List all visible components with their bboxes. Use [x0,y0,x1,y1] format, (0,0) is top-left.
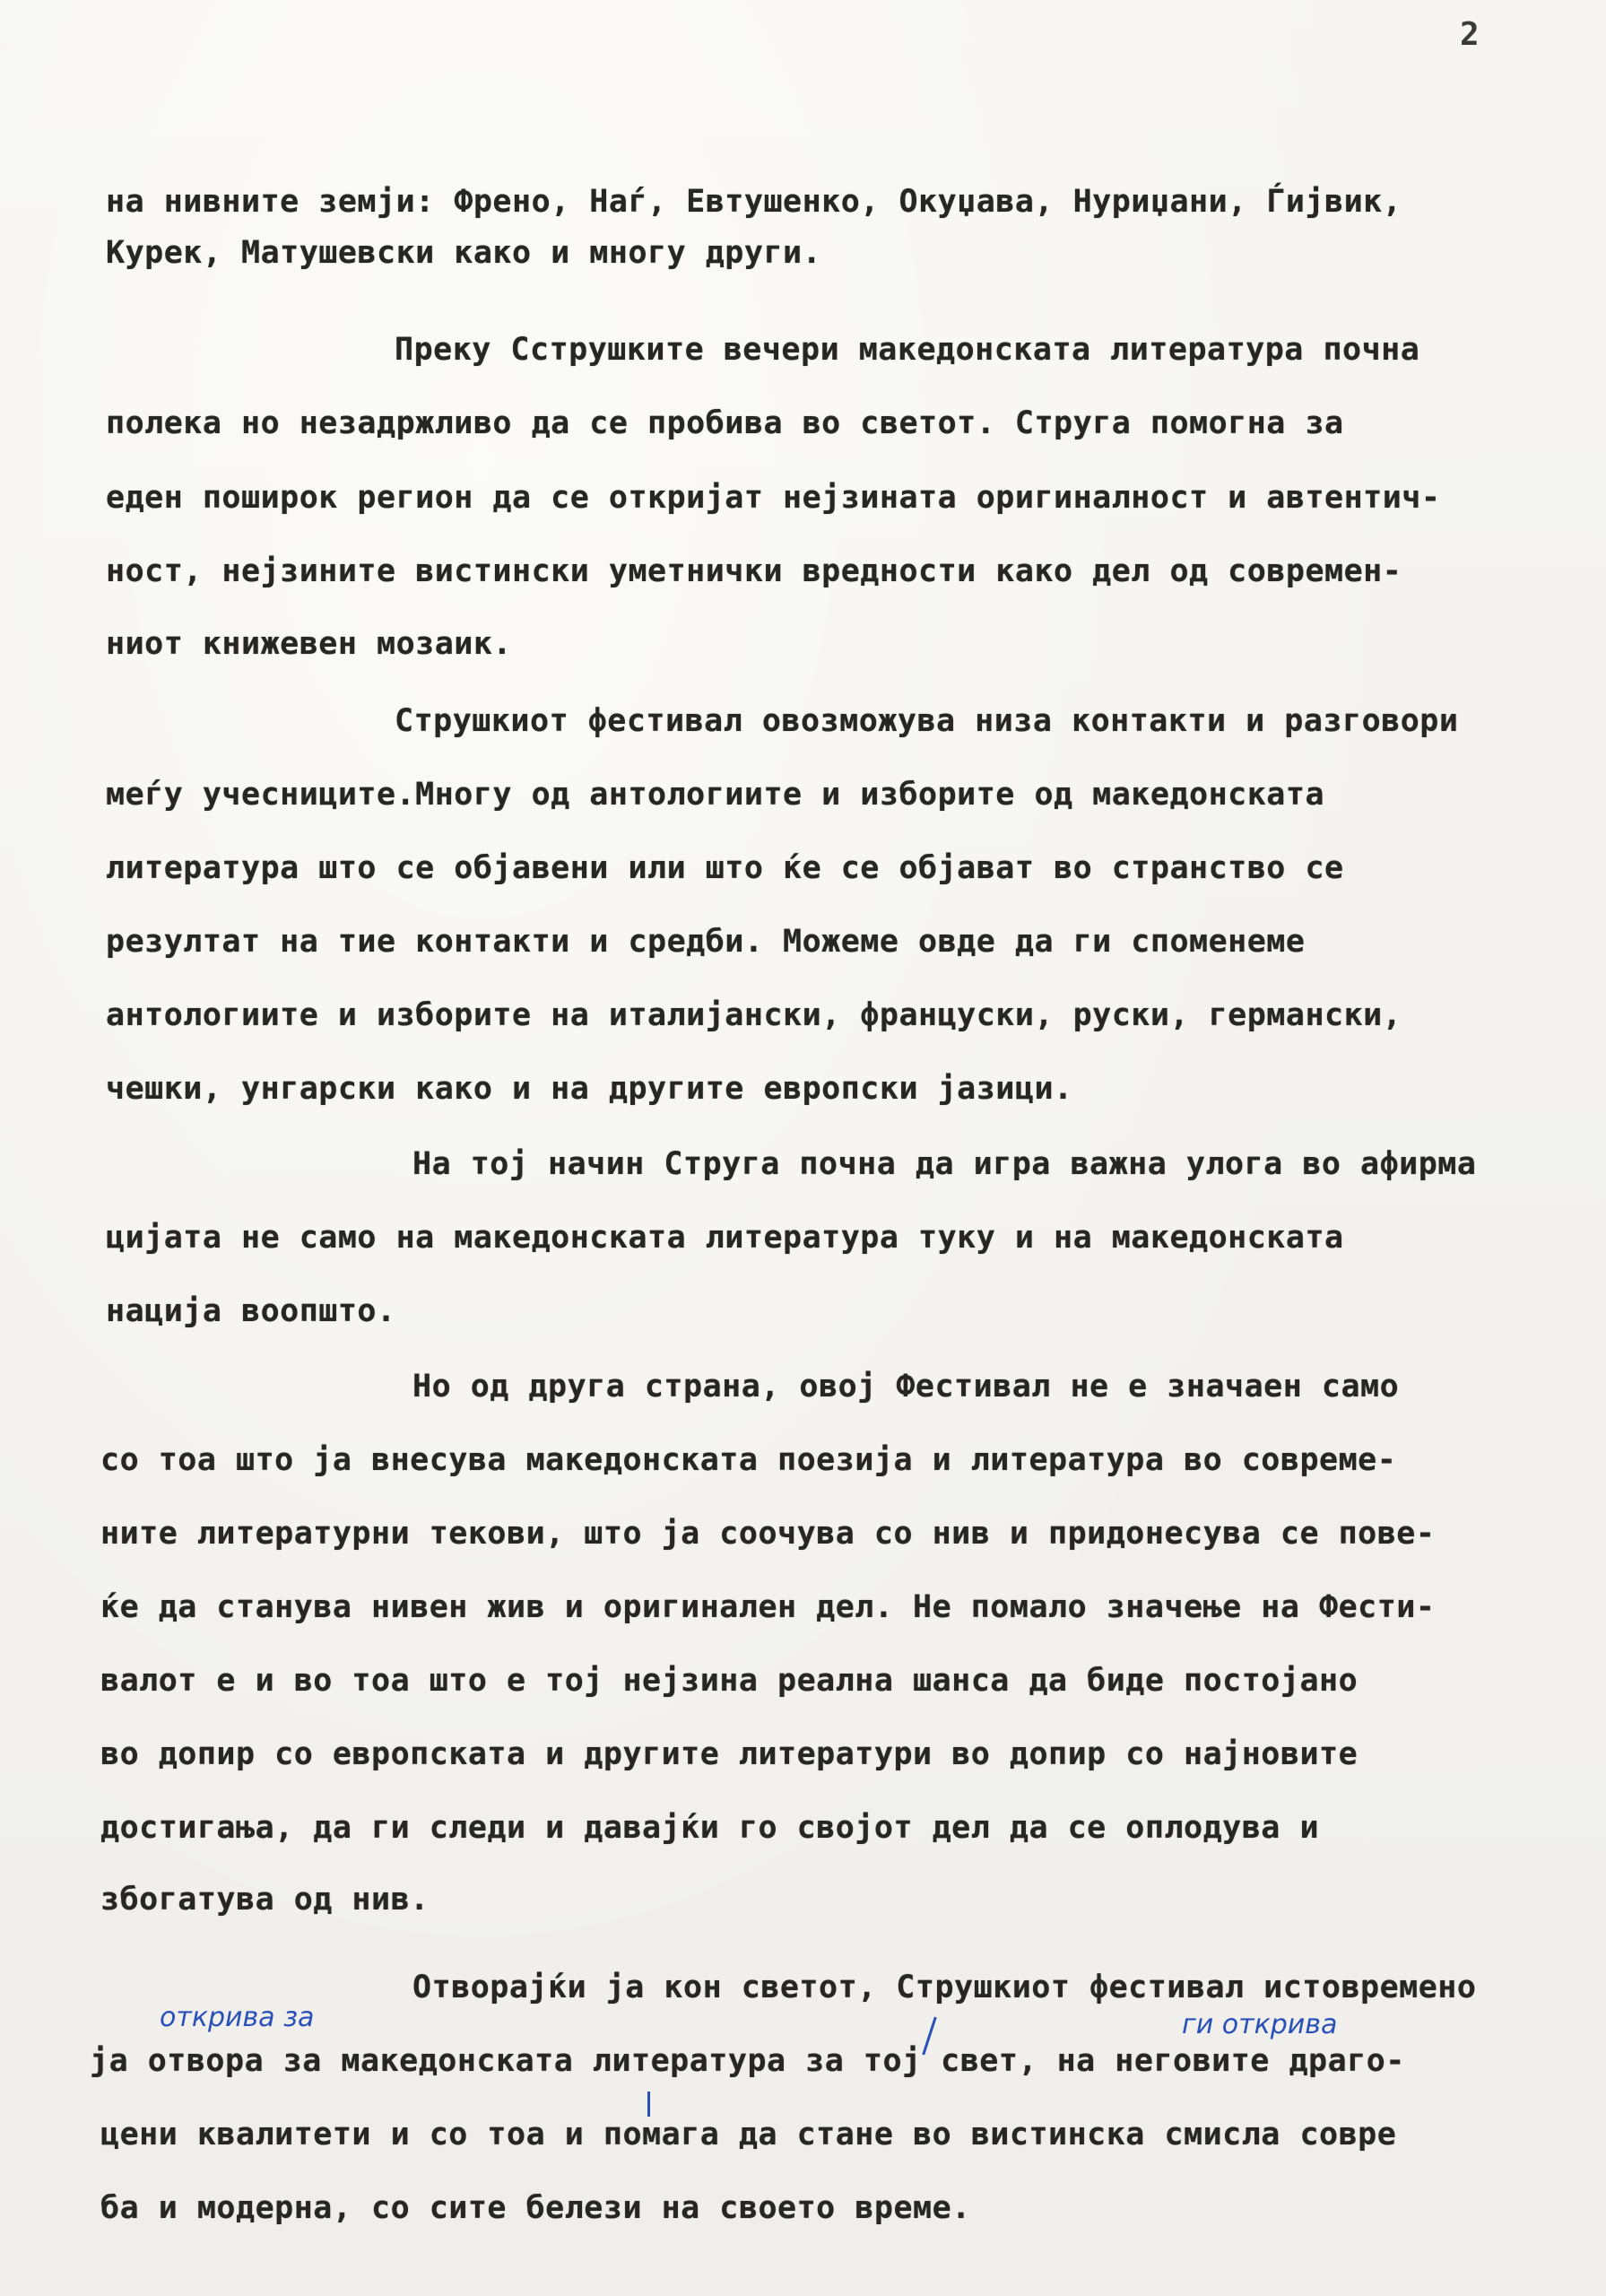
page-number: 2 [1460,16,1480,53]
text-line: нација воопшто. [106,1293,396,1329]
text-line: Отворајќи ја кон светот, Струшкиот фестивал истовремено [412,1970,1477,2005]
text-line: литература што се објавени или што ќе се објават во странство се [106,850,1344,886]
text-line: полека но незадржливо да се пробива во светот. Струга помогна за [106,405,1344,441]
text-line: ниот книжевен мозаик. [106,626,513,662]
text-line: ност, нејзините вистински уметнички вредности како дел од современ- [106,553,1402,589]
text-line: еден поширок регион да се откријат нејзината оригиналност и автентич- [106,480,1441,516]
text-line: ните литературни текови, што ја соочува со нив и придонесува се пове- [100,1516,1436,1552]
text-line: ќе да станува нивен жив и оригинален дел. Не помало значење на Фести- [100,1589,1436,1625]
text-line: во допир со европската и другите литератури во допир со најновите [100,1736,1359,1772]
text-line: валот е и во тоа што е тој нејзина реална шанса да биде постојано [100,1663,1359,1699]
text-line: ја отвора за македонската литература за тој свет, на неговите драго- [90,2043,1405,2079]
text-line: збогатува од нив. [100,1882,430,1918]
text-line: меѓу учесниците.Многу од антологиите и изборите од македонската [106,777,1325,813]
text-line: цијата не само на македонската литература туку и на македонската [106,1220,1344,1256]
text-line: со тоа што ја внесува македонската поезија и литература во совреме- [100,1442,1397,1478]
handwritten-insert: ги открива [1182,2009,1338,2040]
text-line: чешки, унгарски како и на другите европски јазици. [106,1071,1073,1107]
text-line: Курек, Матушевски како и многу други. [106,235,822,271]
text-line: резултат на тие контакти и средби. Можеме овде да ги спомeнеме [106,924,1306,960]
text-line: антологиите и изборите на италијански, француски, руски, германски, [106,997,1402,1033]
text-line: цени квалитети и со тоа и помага да стане во вистинска смисла совре [100,2117,1397,2152]
text-line: достигања, да ги следи и давајќи го својот дел да се оплодува и [100,1810,1320,1846]
handwritten-caret [647,2092,650,2117]
text-line: Но од друга страна, овој Фестивал не е значаен само [412,1369,1400,1405]
text-line: Струшкиот фестивал овозможува низа контакти и разговори [395,703,1459,739]
text-line: на нивните земји: Френо, Наѓ, Евтушенко, Окуџава, Нуриџани, Ѓијвик, [106,184,1402,220]
text-line: ба и модерна, со сите белези на своето време. [100,2190,971,2226]
text-line: Преку Сструшките вечери македонската литература почна [395,332,1420,368]
text-line: На тој начин Струга почна да игра важна улога во афирма [412,1146,1477,1182]
handwritten-insert: открива за [160,2002,315,2033]
